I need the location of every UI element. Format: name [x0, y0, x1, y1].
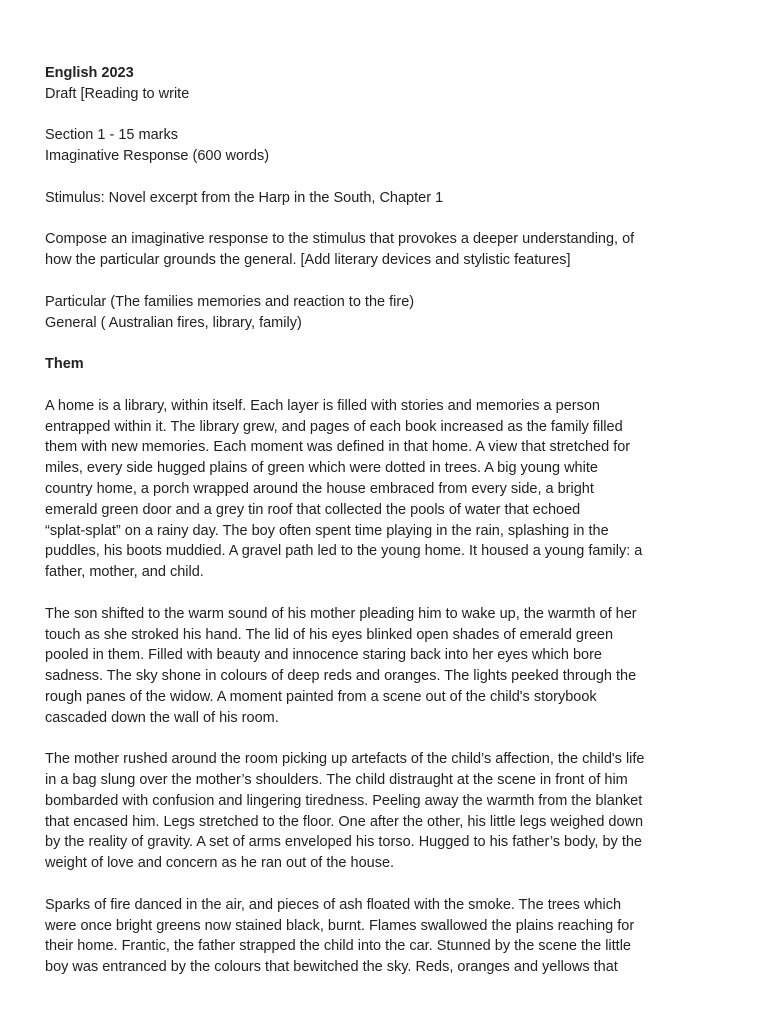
paragraph-line: weight of love and concern as he ran out of the house. [45, 855, 395, 872]
paragraph-line: entrapped within it. The library grew, and pages of each book increased as the family filled [45, 418, 623, 435]
paragraph-line: emerald green door and a grey tin roof that collected the pools of water that echoed [45, 501, 581, 518]
paragraph-line: country home, a porch wrapped around the house embraced from every side, a bright [45, 480, 594, 497]
paragraph-line: by the reality of gravity. A set of arms enveloped his torso. Hugged to his father’s body, by the [45, 834, 642, 851]
paragraph-line: Sparks of fire danced in the air, and pieces of ash floated with the smoke. The trees which [45, 896, 622, 913]
paragraph-line: pooled in them. Filled with beauty and innocence staring back into her eyes which bore [45, 647, 602, 664]
paragraph-line: boy was entranced by the colours that bewitched the sky. Reds, oranges and yellows that [45, 959, 618, 976]
notes-block [45, 292, 735, 334]
prompt-line: Compose an imaginative response to the stimulus that provokes a deeper understanding, of [45, 231, 635, 248]
story-paragraph [45, 749, 735, 874]
particular-note: Particular (The families memories and reaction to the fire) [45, 293, 415, 310]
paragraph-line: their home. Frantic, the father strapped the child into the car. Stunned by the scene the little [45, 938, 631, 955]
paragraph-line: were once bright greens now stained black, burnt. Flames swallowed the plains reaching for [45, 917, 635, 934]
story-paragraph [45, 895, 735, 978]
paragraph-line: The son shifted to the warm sound of his mother pleading him to wake up, the warmth of her [45, 605, 637, 622]
paragraph-line: miles, every side hugged plains of green which were dotted in trees. A big young white [45, 460, 598, 477]
header-block [45, 63, 735, 105]
paragraph-line: that encased him. Legs stretched to the floor. One after the other, his little legs weighed down [45, 813, 644, 830]
section-block [45, 125, 735, 167]
story-title-block [45, 354, 735, 375]
paragraph-line: cascaded down the wall of his room. [45, 709, 279, 726]
story-paragraph [45, 604, 735, 729]
prompt-block [45, 229, 735, 271]
general-note: General ( Australian fires, library, family) [45, 314, 302, 331]
stimulus-text: Stimulus: Novel excerpt from the Harp in the South, Chapter 1 [45, 189, 444, 206]
paragraph-line: them with new memories. Each moment was defined in that home. A view that stretched for [45, 439, 631, 456]
section-type: Imaginative Response (600 words) [45, 148, 270, 165]
section-marks: Section 1 - 15 marks [45, 127, 178, 144]
paragraph-line: touch as she stroked his hand. The lid of his eyes blinked open shades of emerald green [45, 626, 614, 643]
draft-label: Draft [Reading to write [45, 85, 190, 102]
paragraph-line: “splat-splat” on a rainy day. The boy often spent time playing in the rain, splashing in the [45, 522, 609, 539]
paragraph-line: in a bag slung over the mother’s shoulders. The child distraught at the scene in front of him [45, 772, 628, 789]
paragraph-line: father, mother, and child. [45, 564, 204, 581]
paragraph-line: sadness. The sky shone in colours of deep reds and oranges. The lights peeked through the [45, 668, 637, 685]
paragraph-line: The mother rushed around the room picking up artefacts of the child’s affection, the child's life [45, 751, 645, 768]
paragraph-line: puddles, his boots muddied. A gravel path led to the young home. It housed a young family: a [45, 543, 643, 560]
paragraph-line: bombarded with confusion and lingering tiredness. Peeling away the warmth from the blanket [45, 792, 643, 809]
paragraph-line: rough panes of the widow. A moment painted from a scene out of the child's storybook [45, 688, 597, 705]
prompt-line: how the particular grounds the general. [Add literary devices and stylistic features] [45, 252, 571, 269]
stimulus-block [45, 188, 735, 209]
document-title: English 2023 [45, 65, 134, 81]
story-paragraph [45, 396, 735, 583]
paragraph-line: A home is a library, within itself. Each layer is filled with stories and memories a person [45, 397, 600, 414]
story-title: Them [45, 356, 84, 373]
document-page [45, 63, 735, 999]
